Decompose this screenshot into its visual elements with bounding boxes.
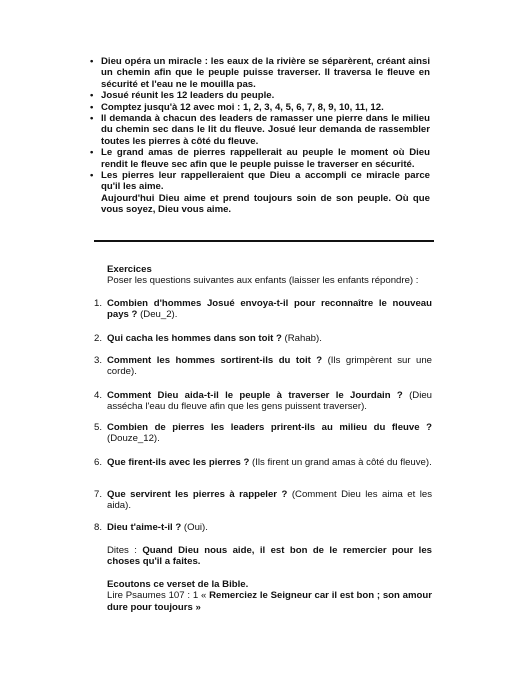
answer-text: (Douze_12). — [107, 433, 160, 445]
verse-reference: Lire Psaumes 107 : 1 « — [107, 590, 210, 602]
question-item — [94, 522, 432, 533]
bullet-item — [90, 90, 430, 101]
answer-text: (Dieu asséchа l'eau du fleuve afin que les gens puissent traverser). — [107, 390, 432, 413]
question-number: 7. — [94, 489, 103, 500]
answer-text: (Rahab). — [281, 333, 322, 344]
exercises-header — [94, 264, 432, 287]
bullet-item — [90, 147, 430, 170]
bullet-item — [90, 102, 430, 113]
question-text: Comment les hommes sortirent-ils du toit ? — [107, 355, 323, 366]
dites-prefix: Dites : — [107, 545, 143, 556]
bullet-text: Josué réunit les 12 leaders du peuple. — [101, 90, 275, 102]
dites-block — [107, 545, 432, 568]
question-item — [94, 390, 432, 413]
question-text: Que firent-ils avec les pierres ? — [107, 457, 250, 468]
story-bullet-list — [90, 56, 430, 216]
answer-text: (Comment Dieu les aima et les aida). — [107, 489, 432, 512]
answer-text: (Ils grimpèrent sur une corde). — [107, 355, 433, 378]
question-item — [94, 489, 432, 512]
question-text: Qui cacha les hommes dans son toit ? — [107, 333, 282, 344]
question-item — [94, 422, 432, 445]
section-divider — [94, 240, 434, 242]
question-number: 4. — [94, 390, 103, 401]
verse-title: Ecoutons ce verset de la Bible. — [107, 579, 249, 590]
question-item — [94, 457, 432, 468]
question-item — [94, 298, 432, 321]
bullet-dot: • — [90, 90, 94, 102]
answer-text: (Ils firent un grand amas à côté du fleuve). — [249, 457, 432, 468]
bullet-extra-text: Aujourd'hui Dieu aime et prend toujours soin de son peuple. Où que vous soyez, Dieu vous aime. — [101, 192, 430, 216]
question-number: 6. — [94, 457, 103, 468]
bullet-item — [90, 113, 430, 147]
question-item — [94, 333, 432, 344]
bullet-dot: • — [90, 147, 94, 159]
bullet-text: Comptez jusqu'à 12 avec moi : 1, 2, 3, 4, 5, 6, 7, 8, 9, 10, 11, 12. — [101, 101, 384, 113]
dites-text: Quand Dieu nous aide, il est bon de le remercier pour les choses qu'il a faites. — [107, 545, 432, 568]
bullet-dot: • — [90, 56, 94, 67]
question-number: 5. — [94, 422, 103, 433]
bullet-item — [90, 170, 430, 216]
question-number: 1. — [94, 298, 103, 309]
question-number: 8. — [94, 522, 103, 533]
bullet-text: Dieu opéra un miracle : les eaux de la rivière se séparèrent, créant ainsi un chemin afin que le peuple puisse traverser. Il traversa le fleuve en sécurité et l'eau ne le mouilla pas. — [101, 56, 430, 90]
exercises-intro: Poser les questions suivantes aux enfants (laisser les enfants répondre) : — [107, 275, 419, 287]
question-text: Combien d'hommes Josué envoya-t-il pour reconnaître le nouveau pays ? — [107, 298, 432, 321]
bullet-text: Le grand amas de pierres rappellerait au peuple le moment où Dieu rendit le fleuve sec afin que le peuple puisse le traverser en sécurité. — [101, 147, 430, 170]
answer-text: (Deu_2). — [137, 309, 178, 321]
question-number: 2. — [94, 333, 103, 344]
question-text: Combien de pierres les leaders prirent-ils au milieu du fleuve ? — [107, 422, 432, 433]
question-item — [94, 355, 432, 378]
question-text: Comment Dieu aida-t-il le peuple à traverser le Jourdain ? — [107, 390, 403, 401]
exercises-title: Exercices — [107, 264, 152, 275]
bullet-dot: • — [90, 170, 94, 182]
bullet-text: Il demanda à chacun des leaders de ramasser une pierre dans le milieu du chemin sec dans le lit du fleuve. Josué leur demanda de rassembler toutes les pierres à côté du fleuve. — [101, 113, 430, 147]
bullet-text: Les pierres leur rappelleraient que Dieu a accompli ce miracle parce qu'il les aime. — [101, 170, 430, 193]
answer-text: (Oui). — [181, 522, 208, 533]
question-text: Que servirent les pierres à rappeler ? — [107, 489, 288, 500]
verse-text: Remerciez le Seigneur car il est bon ; son amour dure pour toujours » — [107, 590, 432, 613]
question-number: 3. — [94, 355, 103, 366]
bullet-dot: • — [90, 101, 94, 113]
bullet-item — [90, 56, 430, 90]
bullet-dot: • — [90, 113, 94, 125]
question-text: Dieu t'aime-t-il ? — [107, 522, 182, 533]
verse-block — [107, 579, 432, 613]
